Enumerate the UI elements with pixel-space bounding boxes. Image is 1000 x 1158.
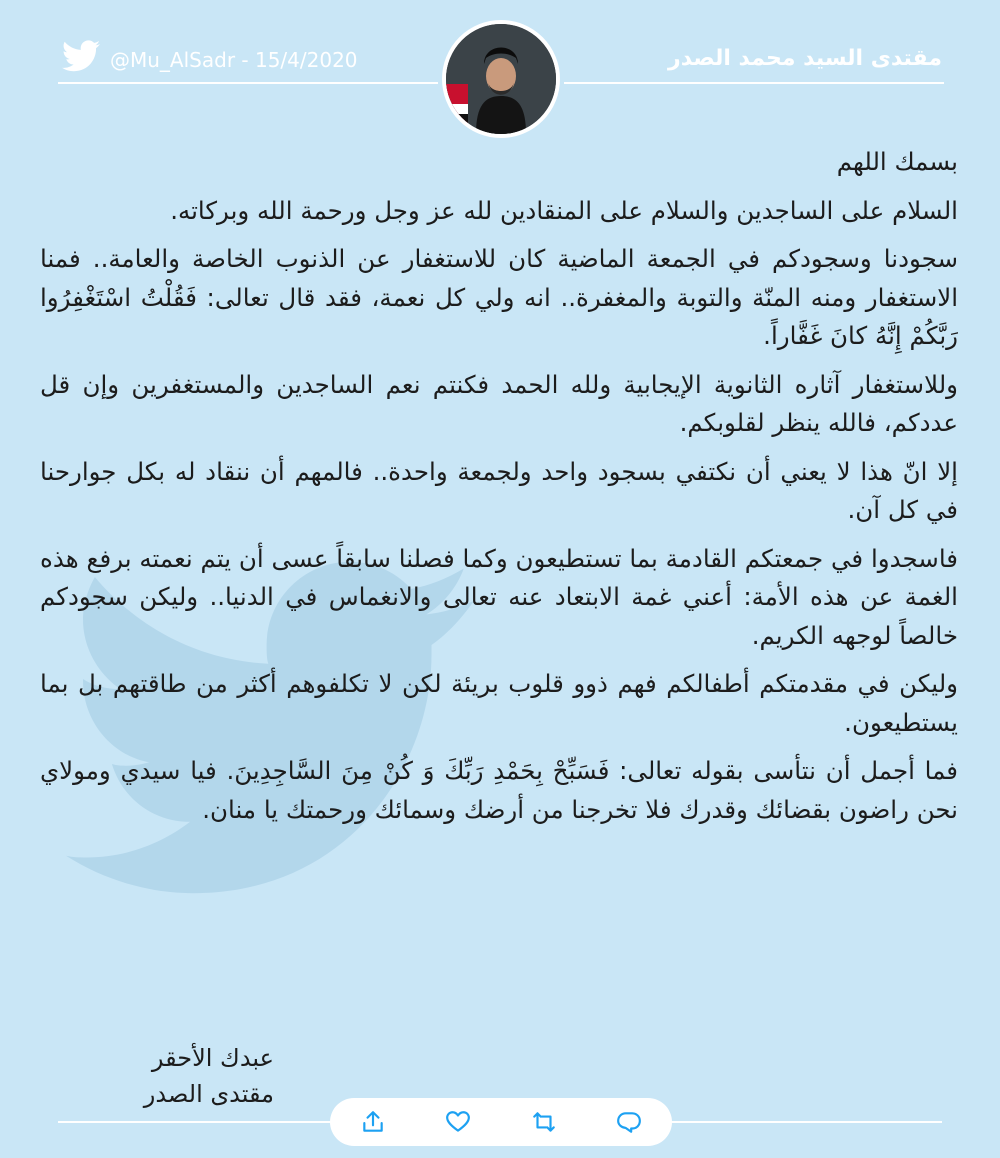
tweet-paragraph: بسمك اللهم	[836, 147, 958, 176]
tweet-action-bar	[330, 1098, 672, 1146]
signature-line: عبدك الأحقر	[151, 1044, 274, 1072]
retweet-button[interactable]	[524, 1102, 564, 1142]
author-name[interactable]: مقتدى السيد محمد الصدر	[668, 46, 942, 71]
avatar[interactable]	[442, 20, 560, 138]
tweet-paragraph: وللاستغفار آثاره الثانوية الإيجابية ولله الحمد فكنتم نعم الساجدين والمستغفرين وإن قل عددكم، فالله ينظر لقلوبكم.	[40, 369, 958, 437]
share-button[interactable]	[353, 1102, 393, 1142]
like-button[interactable]	[438, 1102, 478, 1142]
reply-button[interactable]	[609, 1102, 649, 1142]
tweet-paragraph: وليكن في مقدمتكم أطفالكم فهم ذوو قلوب بريئة لكن لا تكلفوهم أكثر من طاقتهم بل بما يستطيعون.	[40, 669, 958, 737]
retweet-icon	[531, 1109, 557, 1135]
signature-name: مقتدى الصدر	[143, 1080, 274, 1108]
avatar-portrait-icon	[446, 24, 556, 134]
tweet-paragraph: فما أجمل أن نتأسى بقوله تعالى: فَسَبِّحْ بِحَمْدِ رَبِّكَ وَ كُنْ مِنَ السَّاجِدِينَ. فيا سيدي ومولاي نحن راضون بقضائك وقدرك فلا تخرجنا من أرضك وسمائك ورحمتك يا منان.	[40, 756, 958, 824]
twitter-bird-icon	[62, 40, 100, 72]
tweet-paragraph: إلا انّ هذا لا يعني أن نكتفي بسجود واحد ولجمعة واحدة.. فالمهم أن ننقاد له بكل جوارحنا في كل آن.	[40, 456, 958, 524]
tweet-body	[40, 143, 958, 839]
heart-icon	[445, 1109, 471, 1135]
header-divider-right	[564, 82, 944, 84]
header-divider-left	[58, 82, 438, 84]
tweet-paragraph: فاسجدوا في جمعتكم القادمة بما تستطيعون وكما فصلنا سابقاً عسى أن يتم نعمته برفع هذه الغمة عن هذه الأمة: أعني غمة الابتعاد عنه تعالى والانغماس في الدنيا.. وليكن سجودكم خالصاً لوجهه الكريم.	[40, 543, 958, 650]
tweet-header	[0, 0, 1000, 140]
tweet-paragraph: سجودنا وسجودكم في الجمعة الماضية كان للاستغفار عن الذنوب الخاصة والعامة.. فمنا الاستغفار ومنه المنّة والتوبة والمغفرة.. انه ولي كل نعمة، فقد قال تعالى: فَقُلْتُ اسْتَغْفِرُوا رَبَّكُمْ إِنَّهُ كانَ غَفَّاراً.	[40, 244, 958, 350]
signature	[144, 1040, 274, 1112]
share-icon	[360, 1109, 386, 1135]
reply-icon	[616, 1109, 642, 1135]
twitter-handle-date[interactable]: @Mu_AlSadr - 15/4/2020	[110, 48, 358, 72]
tweet-paragraph: السلام على الساجدين والسلام على المنقادين لله عز وجل ورحمة الله وبركاته.	[170, 195, 958, 225]
